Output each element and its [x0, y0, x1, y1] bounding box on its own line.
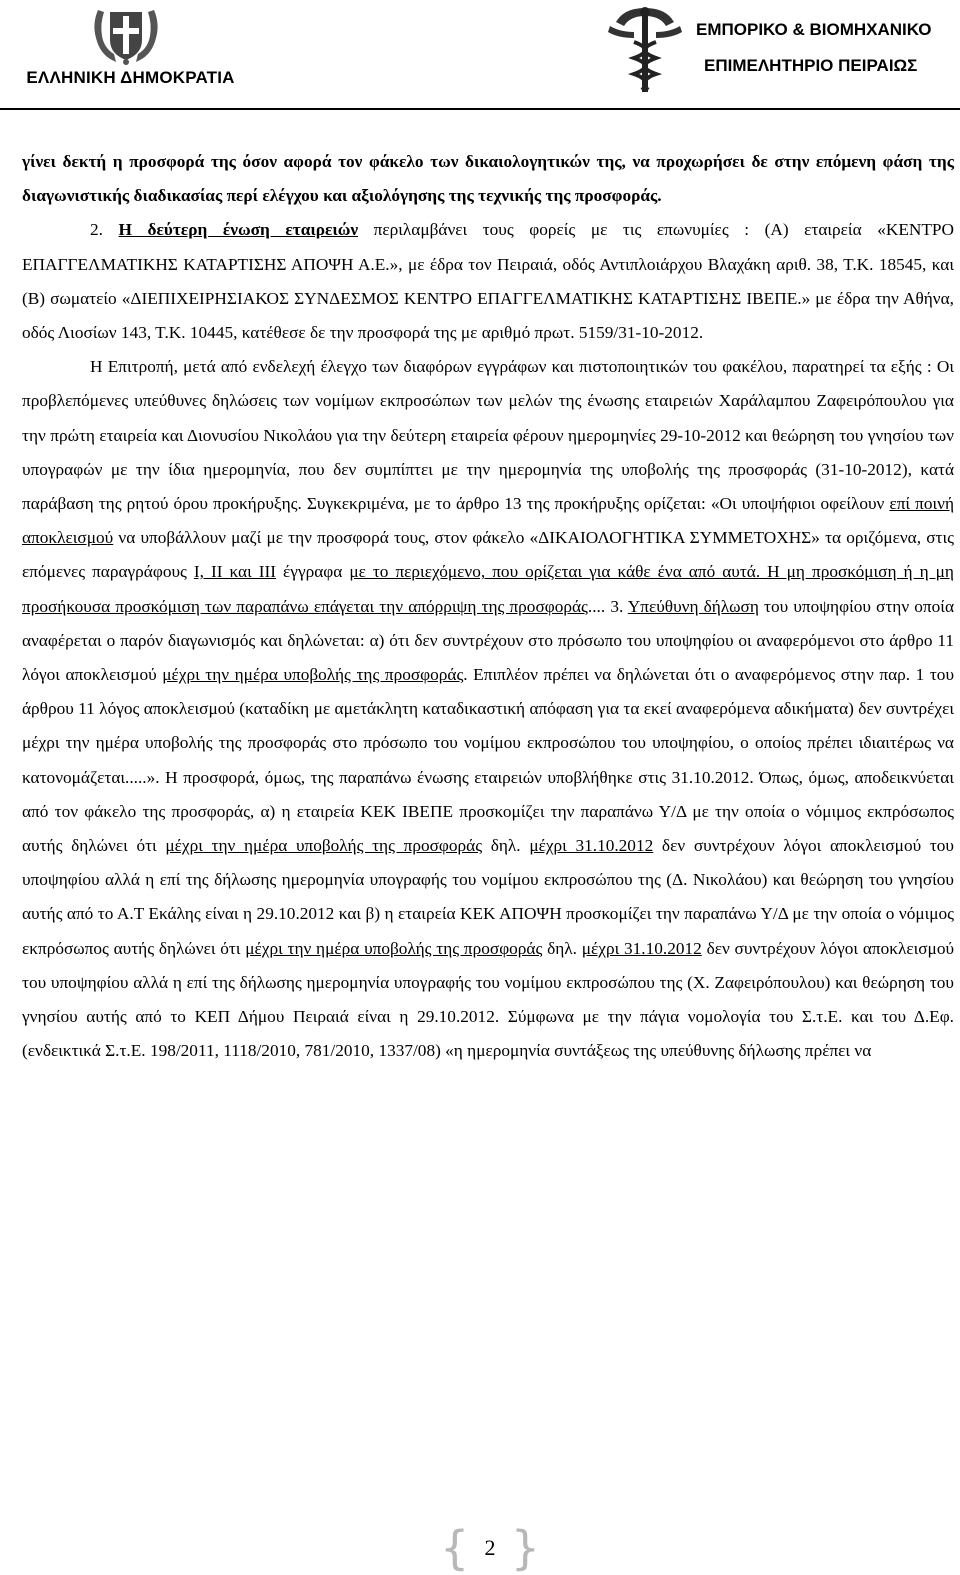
paragraph-text: γίνει δεκτή η προσφορά της όσον αφορά τον φάκελο των δικαιολογητικών της, να προχωρήσει δε στην επόμενη φάση της διαγωνιστικής διαδικασίας περί ελέγχου και αξιολόγησης της τεχνικής της προσφοράς. [22, 152, 954, 206]
page-footer [430, 1521, 550, 1575]
paragraph-text: .... 3. [587, 596, 624, 616]
paragraph-continuation [22, 145, 954, 213]
underlined-text: μέχρι την ημέρα υποβολής της προσφοράς [245, 938, 543, 958]
underlined-text: μέχρι 31.10.2012 [581, 938, 702, 958]
paragraph-text: δηλ. [547, 938, 577, 958]
paragraph-committee-findings [22, 350, 954, 1068]
underlined-text: μέχρι την ημέρα υποβολής της προσφοράς [162, 665, 464, 685]
issuer-left-title: ΕΛΛΗΝΙΚΗ ΔΗΜΟΚΡΑΤΙΑ [26, 68, 235, 87]
underlined-text: μέχρι την ημέρα υποβολής της προσφοράς [165, 836, 483, 856]
chamber-caduceus-logo-icon [604, 2, 686, 97]
paragraph-text: περιλαμβάνει τους φορείς με τις επωνυμίες : (Α) εταιρεία «ΚΕΝΤΡΟ ΕΠΑΓΓΕΛΜΑΤΙΚΗΣ ΚΑΤΑΡΤΙΣΗΣ ΑΠΟΨΗ Α.Ε.», με έδρα τον Πειραιά, οδός Αντιπλοιάρχου Βλαχάκη αριθ. 38, Τ.Κ. 18545, και (Β) σωματείο «ΔΙΕΠΙΧΕΙΡΗΣΙΑΚΟΣ ΣΥΝΔΕΣΜΟΣ ΚΕΝΤΡΟ ΕΠΑΓΓΕΛΜΑΤΙΚΗΣ ΚΑΤΑΡΤΙΣΗΣ ΙΒΕΠΕ.» με έδρα την Αθήνα, οδός Λιοσίων 143, Τ.Κ. 10445, κατέθεσε δε την προσφορά της με αριθμό πρωτ. 5159/31-10-2012. [22, 220, 954, 343]
left-brace-icon: { [440, 1521, 470, 1575]
paragraph-text: Η Επιτροπή, μετά από ενδελεχή έλεγχο των διαφόρων εγγράφων και πιστοποιητικών του φακέλου, παρατηρεί τα εξής : Οι προβλεπόμενες υπεύθυνες δηλώσεις των νομίμων εκπροσώπων των μελών της ένωσης εταιρειών Χαράλαμπου Ζαφειρόπουλου για την πρώτη εταιρεία και Διονυσίου Νικολάου για την δεύτερη εταιρεία φέρουν ημερομηνίες 29-10-2012 και θεώρηση του γνησίου των υπογραφών με την ίδια ημερομηνία, που δεν συμπίπτει με την ημερομηνία της υποβολής της προσφοράς (31-10-2012), κατά παράβαση της ρητού όρου προκήρυξης. Συγκεκριμένα, με το άρθρο 13 της προκήρυξης ορίζεται: «Οι υποψήφιοι οφείλουν [22, 357, 954, 514]
paragraph-text: να υποβάλλουν μαζί με την προσφορά τους, στον φάκελο «ΔΙΚΑΙΟΛΟΓΗΤΙΚΑ ΣΥΜΜΕΤΟΧΗΣ» τα οριζόμενα, στις επόμενες παραγράφους [22, 528, 954, 582]
paragraph-text: δηλ. [490, 836, 521, 856]
underlined-text: επί ποινή αποκλεισμού [22, 494, 954, 548]
underlined-text: με το περιεχόμενο, που ορίζεται για κάθε ένα από αυτά. Η μη προσκόμιση ή η μη προσήκουσα προσκόμιση των παραπάνω επάγεται την απόρριψη της προσφοράς [22, 562, 954, 616]
underlined-text: Υπεύθυνη δήλωση [627, 596, 759, 616]
document-body [22, 145, 954, 1068]
header-divider [0, 108, 960, 110]
issuer-right-title-line2: ΕΠΙΜΕΛΗΤΗΡΙΟ ΠΕΙΡΑΙΩΣ [704, 56, 918, 75]
paragraph-text: δεν συντρέχουν λόγοι αποκλεισμού του υποψηφίου αλλά η επί της δήλωσης ημερομηνία υπογραφής του νομίμου εκπροσώπου της (Χ. Ζαφειρόπουλου) και θεώρηση του γνησίου αυτής από το ΚΕΠ Δήμου Πειραιά είναι η 29.10.2012. Σύμφωνα με την πάγια νομολογία του Σ.τ.Ε. και του Δ.Εφ. (ενδεικτικά Σ.τ.Ε. 198/2011, 1118/2010, 781/2010, 1337/08) «η ημερομηνία συντάξεως της υπεύθυνης δήλωσης πρέπει να [22, 938, 955, 1061]
right-brace-icon: } [510, 1521, 540, 1575]
issuer-right-title-line1: ΕΜΠΟΡΙΚΟ & ΒΙΟΜΗΧΑΝΙΚΟ [696, 20, 932, 39]
paragraph-text: . Επιπλέον πρέπει να δηλώνεται ότι ο αναφερόμενος στην παρ. 1 του άρθρου 11 λόγος αποκλεισμού (καταδίκη με αμετάκλητη καταδικαστική απόφαση για τα εκεί αναφερόμενα αδικήματα) δεν συντρέχει μέχρι την ημέρα υποβολής της προσφοράς στο πρόσωπο του νομίμου εκπροσώπου του υποψηφίου, ο οποίος πρέπει ιδιαιτέρως να κατονομάζεται.....». Η προσφορά, όμως, της παραπάνω ένωσης εταιρειών υποβλήθηκε στις 31.10.2012. Όπως, όμως, αποδεικνύεται από τον φάκελο της προσφοράς, α) η εταιρεία ΚΕΚ ΙΒΕΠΕ προσκομίζει την παραπάνω Υ/Δ με την οποία ο νόμιμος εκπρόσωπος αυτής δηλώνει ότι [22, 665, 954, 856]
greek-coat-of-arms-icon [90, 4, 162, 66]
page-header [0, 0, 960, 110]
paragraph-text: του υποψηφίου στην οποία αναφέρεται ο παρόν διαγωνισμός και δηλώνεται: α) ότι δεν συντρέχουν στο πρόσωπο του υποψηφίου οι αναφερόμενοι στο άρθρο 11 λόγοι αποκλεισμού [22, 596, 954, 685]
paragraph-second-union [22, 213, 954, 350]
paragraph-text: δεν συντρέχουν λόγοι αποκλεισμού του υποψηφίου αλλά η επί της δήλωσης ημερομηνία υπογραφής του νομίμου εκπροσώπου της (Δ. Νικολάου) και θεώρηση του γνησίου αυτής από το Α.Τ Εκάλης είναι η 29.10.2012 και β) η εταιρεία ΚΕΚ ΑΠΟΨΗ προσκομίζει την παραπάνω Υ/Δ με την οποία ο νόμιμος εκπρόσωπος αυτής δηλώνει ότι [22, 836, 954, 958]
page-number: 2 [484, 1535, 496, 1560]
paragraph-text: έγγραφα [283, 562, 343, 582]
item-number: 2. [90, 220, 103, 240]
item-heading: Η δεύτερη ένωση εταιρειών [118, 220, 359, 240]
underlined-text: Ι, ΙΙ και ΙΙΙ [193, 562, 277, 582]
underlined-text: μέχρι 31.10.2012 [529, 836, 654, 856]
